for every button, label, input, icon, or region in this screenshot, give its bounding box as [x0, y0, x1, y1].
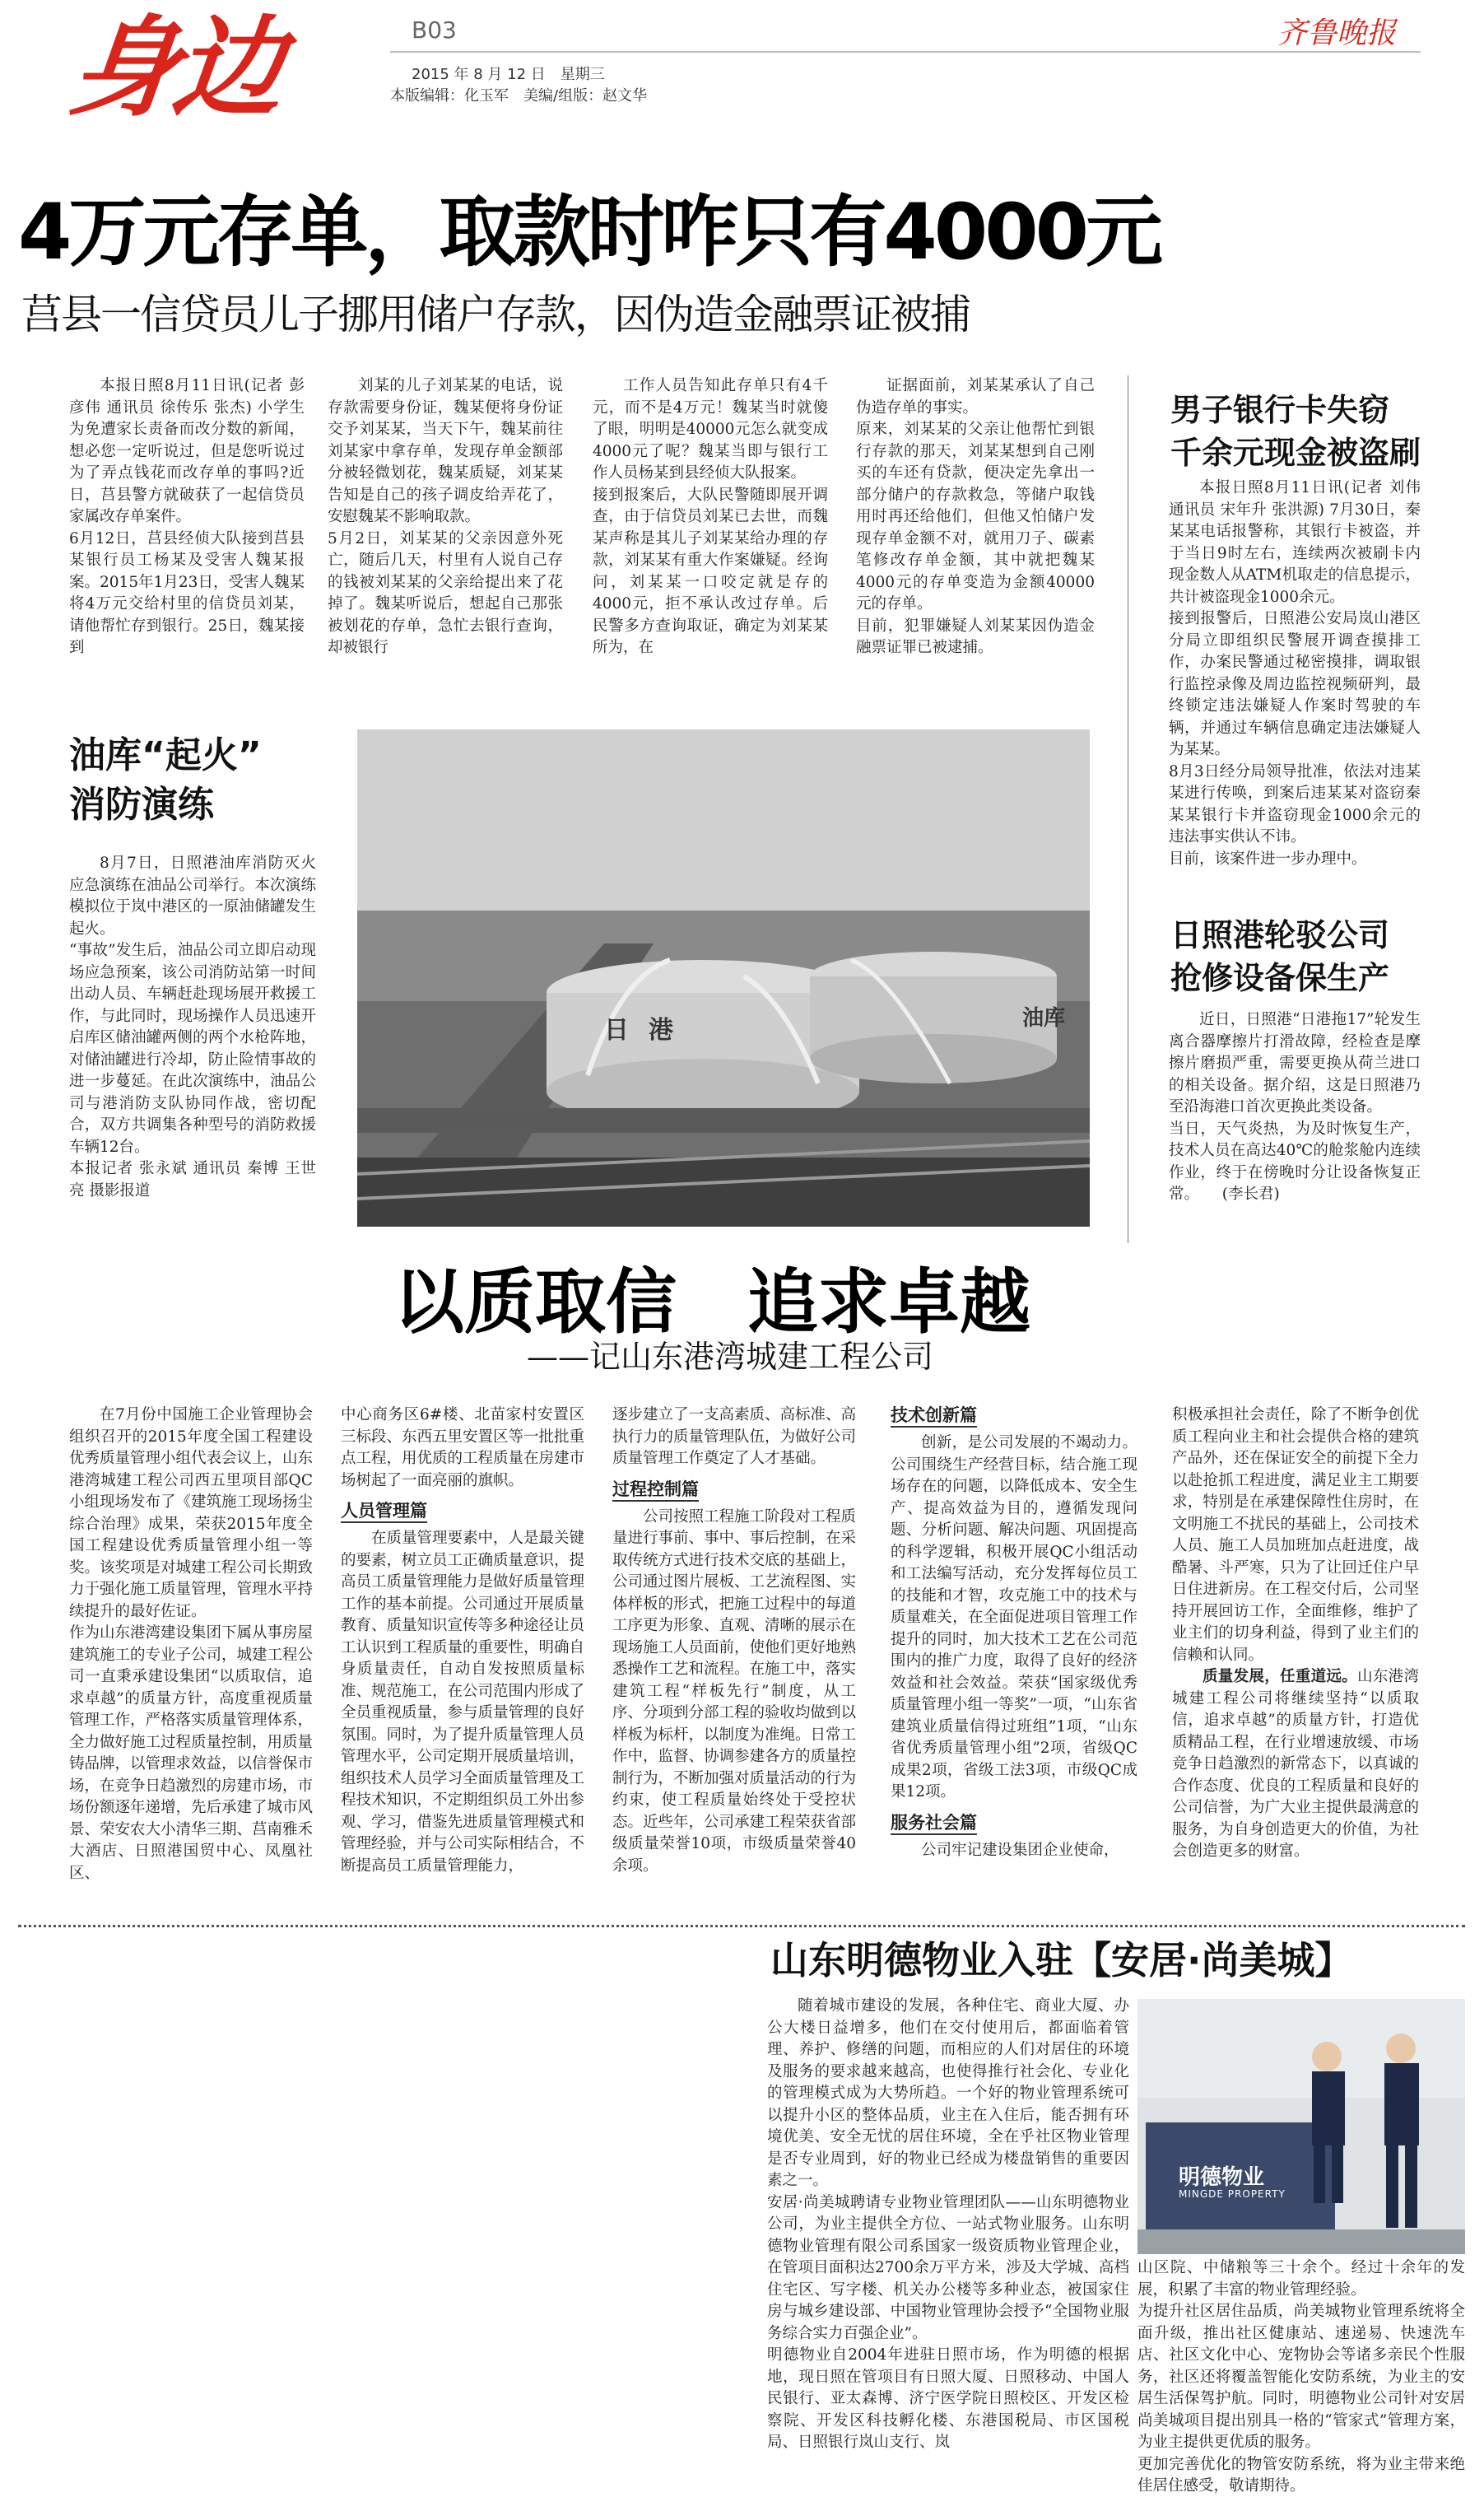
feature-section-process: 过程控制篇 — [612, 1479, 699, 1502]
feature-col3-body: 公司按照工程施工阶段对工程质量进行事前、事中、事后控制，在采取传统方式进行技术交底的基础上，公司通过图片展板、工艺流程图、实体样板的形式，把施工过程中的每道工序更为形象、直观、清晰的展示在现场施工人员面前，使他们更好地熟悉操作工艺和流程。在施工中，落实建筑工程“样板先行”制度，从工序、分项到分部工程的验收均做到以样板为标杆，以制度为准绳。日常工作中，监督、协调参建各方的质量控制行为，不断加强对质量活动的行为约束，使工程质量始终处于受控状态。近些年，公司承建工程荣获省部级质量荣誉10项，市级质量荣誉40余项。 — [612, 1507, 856, 1875]
feature-col5-lead: 质量发展，任重道远。 — [1203, 1668, 1358, 1685]
police-ceremony-illustration — [1137, 1999, 1465, 2254]
feature-col-4 — [891, 1405, 1137, 1917]
feature-col4-tail: 公司牢记建设集团企业使命， — [921, 1841, 1119, 1859]
ship-body: 近日，日照港“日港拖17”轮发生离合器摩擦片打滑故障，经检查是摩擦片磨损严重，需要更换从荷兰进口的相关设备。据介绍，这是日照港乃至沿海港口首次更换此类设备。 当日，天气炎热，为及时恢复生产，技术人员在高达40℃的舱浆舱内连续作业，终于在傍晚时分让设备恢复正常。 (李长君) — [1169, 1011, 1421, 1203]
feature-col5-body: 积极承担社会责任，除了不断争创优质工程向业主和社会提供合格的建筑产品外，还在保证安全的前提下全力以赴抢抓工程进度，满足业主工期要求，特别是在承建保障性住房时，在文明施工不扰民的基础上，公司技术人员、施工人员加班加点赶进度，战酷暑、斗严寒，只为了让回迁住户早日住进新房。在工程交付后，公司坚持开展回访工作，全面维修，维护了业主们的切身利益，得到了业主们的信赖和认同。 — [1172, 1406, 1419, 1664]
oil-headline: 油库“起火” 消防演练 — [69, 734, 262, 826]
feature-col4-body: 创新，是公司发展的不竭动力。公司围绕生产经营目标，结合施工现场存在的问题，以降低成本、安全生产、提高效益为目的，遵循发现问题、分析问题、解决问题、巩固提高的科学逻辑，积极开展QC小组活动和工法编写活动，充分发挥每位员工的技能和才智，攻克施工中的技术与质量难关，在全面促进项目管理工作提升的同时，加大技术工艺在公司范围内的推广力度，取得了良好的经济效益和社会效益。荣获“国家级优秀质量管理小组一等奖”一项，“山东省建筑业质量信得过班组”1项，“山东省优秀质量管理小组”2项，省级QC成果2项，省级工法3项，市级QC成果12项。 — [891, 1434, 1137, 1801]
bank-body: 本报日照8月11日讯(记者 刘伟 通讯员 宋年升 张洪源) 7月30日，秦某某电话报警称，其银行卡被盗，并于当日9时左右，连续两次被刷卡内现金数人从ATM机取走的信息提示，共计被盗现金1000余元。 接到报警后，日照港公安局岚山港区分局立即组织民警展开调查摸排工作，办案民警通过秘密摸排，调取银行监控录像及周边监控视频研判，最终锁定违法嫌疑人作案时驾驶的车辆，并通过车辆信息确定违法嫌疑人为某某。 8月3日经分局领导批准，依法对违某某进行传唤，到案后违某某对盗窃秦某某银行卡并盗窃现金1000余元的违法事实供认不讳。 目前，该案件进一步办理中。 — [1169, 479, 1421, 868]
lead-headline: 4万元存单，取款时咋只有4000元 — [18, 188, 1161, 277]
page-editors: 本版编辑：化玉军 美编/组版：赵文华 — [390, 87, 648, 105]
lead-subhead: 莒县一信贷员儿子挪用储户存款，因伪造金融票证被捕 — [21, 291, 970, 338]
feature-col5-rest: 山东港湾城建工程公司将继续坚持“以质取信，追求卓越”的质量方针，打造优质精品工程，在行业增速放缓、市场竞争日趋激烈的新常态下，以真诚的合作态度、优良的工程质量和良好的公司信誉，为广大业主提供最满意的服务，为自身创造更大的价值，为社会创造更多的财富。 — [1172, 1668, 1419, 1860]
property-caption: 山区院、中储粮等三十余个。经过十余年的发展，积累了丰富的物业管理经验。 为提升社区居住品质，尚美城物业管理系统将全面升级，推出社区健康站、速递易、快速洗车店、社区文化中心、宠物协会等诸多亲民个性服务，社区还将覆盖智能化安防系统，为业主的安居生活保驾护航。同时，明德物业公司针对安居尚美城项目提出别具一格的“管家式”管理方案，为业主提供更优质的服务。 更加完善优化的物管安防系统，将为业主带来绝佳居住感受，敬请期待。 — [1137, 2259, 1465, 2495]
feature-col3-lead: 逐步建立了一支高素质、高标准、高执行力的质量管理队伍，为做好公司质量管理工作奠定了人才基础。 — [612, 1406, 856, 1467]
feature-section-people: 人员管理篇 — [341, 1500, 427, 1523]
lead-col-1: 本报日照8月11日讯(记者 彭彦伟 通讯员 徐传乐 张杰) 小学生为免遭家长责备而改分数的新闻，想必您一定听说过，但是您听说过为了弄点钱花而改存单的事吗?近日，莒县警方就破获了一起信贷员家属改存单案件。 6月12日，莒县经侦大队接到莒县某银行员工杨某及受害人魏某报案。2015年1月23日，受害人魏某将4万元交给村里的信贷员刘某，请他帮忙存到银行。25日，魏某接到 — [69, 377, 305, 656]
paper-logo: 齐鲁晚报 — [1277, 16, 1397, 50]
feature-col2-body: 在质量管理要素中，人是最关键的要素，树立员工正确质量意识，提高员工质量管理能力是做好质量管理工作的基本前提。公司通过开展质量教育、质量知识宣传等多种途径让员工认识到工程质量的重要性，明确自身质量责任，自动自发按照质量标准、规范施工，在公司范围内形成了全员重视质量，参与质量管理的良好氛围。同时，为了提升质量管理人员管理水平，公司定期开展质量培训，组织技术人员学习全面质量管理及工程技术知识，不定期组织员工外出参观、学习，借鉴先进质量管理模式和管理经验，并与公司实际相结合，不断提高员工质量管理能力， — [341, 1530, 584, 1875]
lead-col-4: 证据面前，刘某某承认了自己伪造存单的事实。 原来，刘某某的父亲让他帮忙到银行存款的那天，刘某某想到自己刚买的车还有贷款，便决定先拿出一部分储户的存款救急，等储户取钱用时再还给他们，但他又怕储户发现存单金额不对，就用刀子、碳素笔修改存单金额，其中就把魏某 4000元的存单变造为金额40000元的存单。 目前，犯罪嫌疑人刘某某因伪造金融票证罪已被逮捕。 — [856, 377, 1095, 656]
feature-col2-lead: 中心商务区6#楼、北苗家村安置区三标段、东西五里安置区等一批批重点工程，用优质的工程质量在房建市场树起了一面亮丽的旗帜。 — [341, 1406, 584, 1489]
feature-headline: 以质取信 追求卓越 — [393, 1260, 1030, 1344]
property-col-1: 随着城市建设的发展，各种住宅、商业大厦、办公大楼日益增多，他们在交付使用后，都面临着管理、养护、修缮的问题，而相应的人们对居住的环境及服务的要求越来越高，也使得推行社会化、专业化的管理模式成为大势所趋。一个好的物业管理系统可以提升小区的整体品质，业主在入住后，能否拥有环境优美、安全无忧的居住环境，全在乎社区物业管理是否专业周到，好的物业已经成为楼盘销售的重要因素之一。 安居·尚美城聘请专业物业管理团队——山东明德物业公司，为业主提供全方位、一站式物业服务。山东明德物业管理有限公司系国家一级资质物业管理企业，在管项目面积达2700余万平方米，涉及大学城、高档住宅区、写字楼、机关办公楼等多种业态，被国家住房与城乡建设部、中国物业管理协会授予“全国物业服务综合实力百强企业”。 明德物业自2004年进驻日照市场，作为明德的根据地，现日照在管项目有日照大厦、日照移动、中国人民银行、亚太森博、济宁医学院日照校区、开发区检察院、开发区科技孵化楼、东港国税局、市区国税局、日照银行岚山支行、岚 — [767, 1997, 1129, 2451]
oil-drill-photo — [357, 729, 1090, 1227]
section-divider — [18, 1925, 1465, 1927]
oil-drill-illustration — [357, 729, 1090, 1227]
feature-subhead: ——记山东港湾城建工程公司 — [527, 1339, 934, 1375]
feature-col5-outlook — [1172, 1666, 1419, 1863]
property-sign-en: MINGDE PROPERTY — [1179, 2188, 1286, 2200]
property-photo — [1137, 1999, 1465, 2254]
feature-col-5 — [1172, 1405, 1419, 1917]
tank-label-2: 油库 — [1022, 1006, 1066, 1031]
oil-body: 8月7日，日照港油库消防灭火应急演练在油品公司举行。本次演练模拟位于岚中港区的一原油储罐发生起火。 “事故”发生后，油品公司立即启动现场应急预案，该公司消防站第一时间出动人员、车辆赶赴现场展开救援工作，与此同时，现场操作人员迅速开启库区储油罐两侧的两个水枪阵地，对储油罐进行冷却，防止险情事故的进一步蔓延。在此次演练中，油品公司与港消防支队协同作战，密切配合，双方共调集各种型号的消防救援车辆12台。 本报记者 张永斌 通讯员 秦博 王世亮 摄影报道 — [69, 855, 316, 1200]
feature-col-2 — [341, 1405, 584, 1917]
bank-headline: 男子银行卡失窃 千余元现金被盗刷 — [1170, 392, 1421, 471]
page-code: B03 — [412, 16, 457, 44]
page-date: 2015 年 8 月 12 日 星期三 — [412, 66, 605, 83]
ship-headline: 日照港轮驳公司 抢修设备保生产 — [1170, 917, 1390, 996]
lead-col-3: 工作人员告知此存单只有4千元，而不是4万元！魏某当时就傻了眼，明明是40000元怎么就变成4000元了呢？魏某当即与银行工作人员杨某到县经侦大队报案。 接到报案后，大队民警随即展开调查，由于信贷员刘某已去世，而魏某声称是其儿子刘某某给办理的存款，刘某某有重大作案嫌疑。经询问，刘某某一口咬定就是存的4000元，拒不承认改过存单。后民警多方查询取证，确定为刘某某所为，在 — [593, 377, 828, 656]
feature-col-1: 在7月份中国施工企业管理协会组织召开的2015年度全国工程建设优秀质量管理小组代表会议上，山东港湾城建工程公司西五里项目部QC小组现场发布了《建筑施工现场扬尘综合治理》成果，荣获2015年度全国工程建设优秀质量管理小组一等奖。该奖项是对城建工程公司长期致力于强化施工质量管理，管理水平持续提升的最好佐证。 作为山东港湾建设集团下属从事房屋建筑施工的专业子公司，城建工程公司一直秉承建设集团“以质取信，追求卓越”的质量方针，高度重视质量管理工作，严格落实质量管理体系，全力做好施工过程质量控制，用质量铸品牌，以管理求效益，以信誉保市场，在竞争日趋激烈的房建市场，市场份额逐年递增，先后承建了城市风景、荣安农大小清华三期、莒南雅禾大酒店、日照港国贸中心、凤凰社区、 — [69, 1406, 313, 1882]
section-title: 身边 — [63, 5, 286, 132]
property-headline: 山东明德物业入驻【安居·尚美城】 — [770, 1938, 1353, 1982]
masthead-line — [390, 51, 1421, 53]
property-sign-text: 明德物业 — [1179, 2165, 1265, 2190]
feature-section-service: 服务社会篇 — [891, 1812, 977, 1835]
feature-col-3 — [612, 1405, 856, 1917]
feature-section-tech: 技术创新篇 — [891, 1405, 977, 1428]
lead-col-2: 刘某的儿子刘某某的电话，说存款需要身份证，魏某便将身份证交予刘某某，当天下午，魏某前往刘某家中拿存单，发现存单金额部分被轻微划花，魏某质疑，刘某某告知是自己的孩子调皮给弄花了，安慰魏某不影响取款。 5月2日，刘某某的父亲因意外死亡，随后几天，村里有人说自己存的钱被刘某某的父亲给提出来了花掉了。魏某听说后，想起自己那张被划花的存单，急忙去银行查询，却被银行 — [328, 377, 563, 656]
tank-label-1: 日港 — [604, 1016, 693, 1045]
